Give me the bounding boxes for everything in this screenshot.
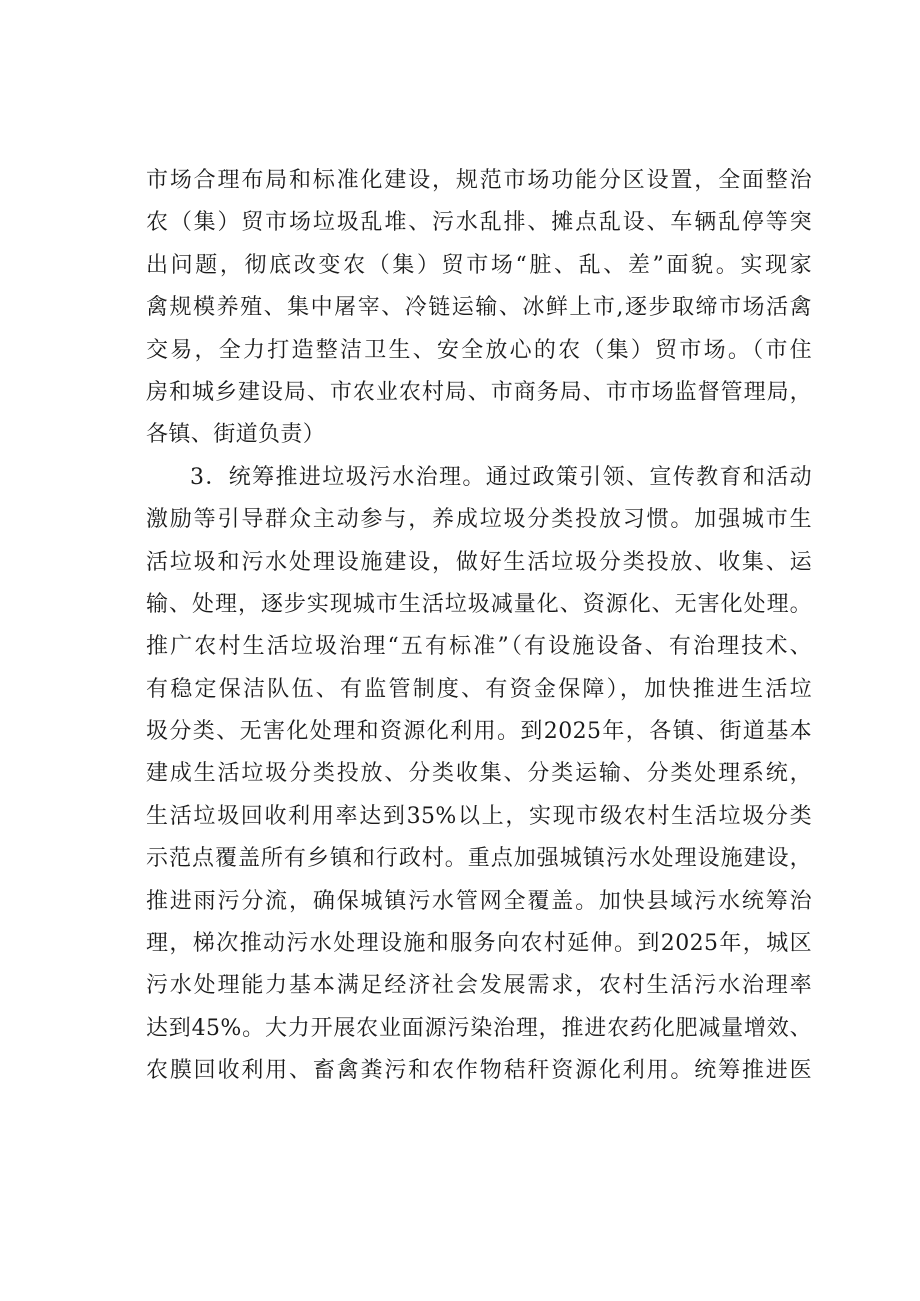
text-line-21: 达到45%。大力开展农业面源污染治理，推进农药化肥减量增效、: [146, 1015, 812, 1041]
text-line-20: 污水处理能力基本满足经济社会发展需求，农村生活污水治理率: [146, 973, 812, 999]
text-line-5: 交易，全力打造整洁卫生、安全放心的农（集）贸市场。（市住: [146, 337, 812, 363]
text-line-13: 有稳定保洁队伍、有监管制度、有资金保障），加快推进生活垃: [146, 676, 812, 702]
text-line-16: 生活垃圾回收利用率达到35%以上，实现市级农村生活垃圾分类: [146, 803, 812, 829]
document-body: [146, 160, 812, 1093]
section-heading-line: 3．统筹推进垃圾污水治理。通过政策引领、宣传教育和活动: [190, 464, 812, 490]
text-line-15: 建成生活垃圾分类投放、分类收集、分类运输、分类处理系统，: [146, 761, 812, 787]
text-line-3: 出问题，彻底改变农（集）贸市场“脏、乱、差”面貌。实现家: [146, 252, 812, 278]
text-line-6: 房和城乡建设局、市农业农村局、市商务局、市市场监督管理局，: [146, 379, 812, 405]
text-line-1: 市场合理布局和标准化建设，规范市场功能分区设置，全面整治: [146, 168, 812, 193]
text-line-10: 活垃圾和污水处理设施建设，做好生活垃圾分类投放、收集、运: [146, 549, 812, 575]
text-line-17: 示范点覆盖所有乡镇和行政村。重点加强城镇污水处理设施建设，: [146, 846, 812, 872]
text-line-14: 圾分类、无害化处理和资源化利用。到2025年，各镇、街道基本: [146, 719, 812, 745]
text-line-19: 理，梯次推动污水处理设施和服务向农村延伸。到2025年，城区: [146, 931, 812, 957]
text-line-4: 禽规模养殖、集中屠宰、冷链运输、冰鲜上市,逐步取缔市场活禽: [146, 295, 812, 321]
text-line-12: 推广农村生活垃圾治理“五有标准”（有设施设备、有治理技术、: [146, 634, 812, 660]
text-line-11: 输、处理，逐步实现城市生活垃圾减量化、资源化、无害化处理。: [146, 591, 812, 617]
text-line-7: 各镇、街道负责）: [146, 422, 326, 448]
text-line-22: 农膜回收利用、畜禽粪污和农作物秸秆资源化利用。统筹推进医: [146, 1058, 812, 1084]
text-line-2: 农（集）贸市场垃圾乱堆、污水乱排、摊点乱设、车辆乱停等突: [146, 210, 812, 236]
text-line-18: 推进雨污分流，确保城镇污水管网全覆盖。加快县域污水统筹治: [146, 888, 812, 914]
text-line-9: 激励等引导群众主动参与，养成垃圾分类投放习惯。加强城市生: [146, 507, 812, 533]
